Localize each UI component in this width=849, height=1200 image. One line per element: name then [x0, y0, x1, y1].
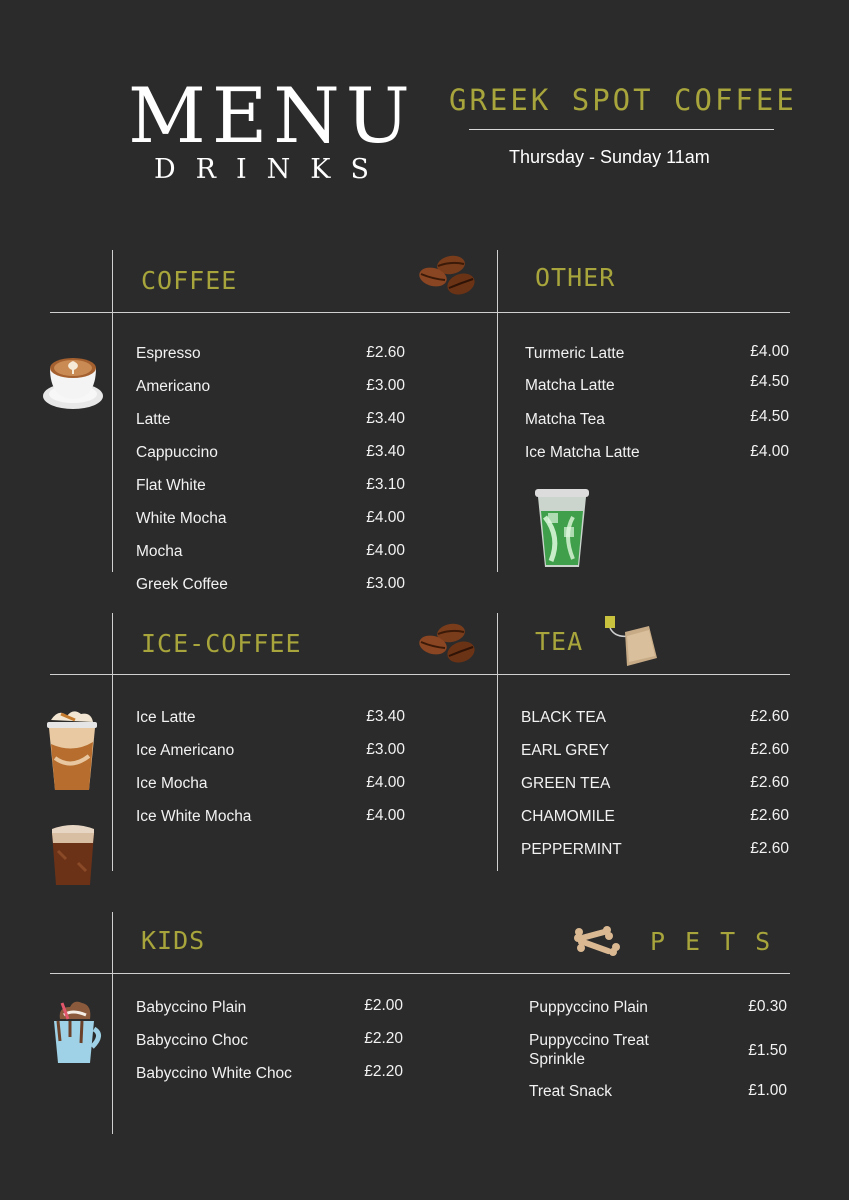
- menu-item-price: £3.40: [366, 410, 405, 427]
- brand-name: GREEK SPOT COFFEE: [449, 83, 797, 117]
- divider-horizontal-2: [50, 674, 790, 675]
- divider-vertical-left-2: [112, 613, 113, 871]
- menu-item-price: £1.00: [748, 1082, 787, 1099]
- menu-item-price: £1.50: [748, 1042, 787, 1059]
- menu-item-name: Matcha Latte: [525, 377, 615, 394]
- menu-item-price: £4.00: [366, 774, 405, 791]
- ice-coffee-heading: ICE-COFFEE: [141, 629, 302, 658]
- divider-horizontal-3: [50, 973, 790, 974]
- divider-vertical-mid-1: [497, 250, 498, 572]
- menu-item-name: Puppyccino Plain: [529, 999, 648, 1016]
- menu-item-name: Flat White: [136, 477, 206, 494]
- pets-heading: PETS: [650, 927, 791, 956]
- menu-item-name: PEPPERMINT: [521, 841, 622, 858]
- menu-item-price: £4.00: [366, 807, 405, 824]
- menu-item-name: Puppyccino Treat Sprinkle: [529, 1032, 649, 1069]
- menu-item-price: £2.60: [750, 774, 789, 791]
- menu-item-price: £3.00: [366, 741, 405, 758]
- menu-item-name: Babyccino White Choc: [136, 1065, 292, 1082]
- menu-item-name: Babyccino Plain: [136, 999, 247, 1016]
- menu-item-price: £2.60: [750, 741, 789, 758]
- coffee-beans-icon: [418, 252, 478, 298]
- menu-item-name: Ice Mocha: [136, 775, 208, 792]
- menu-item-price: £2.20: [364, 1030, 403, 1047]
- menu-item-name: Espresso: [136, 345, 201, 362]
- menu-item-price: £3.40: [366, 443, 405, 460]
- menu-item-price: £2.60: [750, 840, 789, 857]
- divider-vertical-mid-2: [497, 613, 498, 871]
- kids-heading: KIDS: [141, 926, 206, 955]
- menu-item-price: £4.00: [750, 443, 789, 460]
- menu-item-name: Matcha Tea: [525, 411, 605, 428]
- iced-latte-icon: [45, 708, 99, 794]
- menu-item-price: £2.20: [364, 1063, 403, 1080]
- menu-item-name: Ice Latte: [136, 709, 196, 726]
- menu-item-name: Greek Coffee: [136, 576, 228, 593]
- latte-cup-icon: [42, 352, 106, 414]
- menu-item-name: Cappuccino: [136, 444, 218, 461]
- menu-item-price: £4.00: [366, 509, 405, 526]
- menu-item-name: Ice Matcha Latte: [525, 444, 640, 461]
- dog-bones-icon: [566, 924, 624, 960]
- divider-vertical-left-1: [112, 250, 113, 572]
- tea-heading: TEA: [535, 627, 584, 656]
- menu-item-name: CHAMOMILE: [521, 808, 615, 825]
- menu-item-price: £0.30: [748, 998, 787, 1015]
- coffee-beans-icon-2: [418, 620, 478, 666]
- menu-item-name: Mocha: [136, 543, 183, 560]
- menu-item-price: £3.00: [366, 575, 405, 592]
- opening-hours: Thursday - Sunday 11am: [509, 147, 710, 167]
- brand-divider: [469, 129, 774, 130]
- menu-item-name: Ice White Mocha: [136, 808, 252, 825]
- menu-item-price: £3.10: [366, 476, 405, 493]
- menu-item-price: £4.50: [750, 408, 789, 425]
- divider-horizontal-1: [50, 312, 790, 313]
- menu-item-name: EARL GREY: [521, 742, 610, 759]
- menu-item-name: Americano: [136, 378, 211, 395]
- menu-item-price: £3.00: [366, 377, 405, 394]
- iced-matcha-icon: [533, 487, 591, 571]
- menu-item-name: Babyccino Choc: [136, 1032, 249, 1049]
- menu-item-name: Treat Snack: [529, 1083, 612, 1100]
- menu-item-price: £4.00: [750, 343, 789, 360]
- menu-item-name: BLACK TEA: [521, 709, 607, 726]
- menu-item-name: Latte: [136, 411, 171, 428]
- menu-item-price: £4.50: [750, 373, 789, 390]
- menu-item-name: Turmeric Latte: [525, 345, 625, 362]
- menu-item-price: £2.60: [750, 807, 789, 824]
- iced-americano-icon: [48, 823, 98, 887]
- menu-subtitle: DRINKS: [154, 154, 389, 185]
- menu-item-price: £3.40: [366, 708, 405, 725]
- menu-item-price: £2.60: [366, 344, 405, 361]
- menu-item-name: GREEN TEA: [521, 775, 611, 792]
- tea-bag-icon: [603, 614, 659, 668]
- coffee-heading: COFFEE: [141, 266, 238, 295]
- menu-item-price: £4.00: [366, 542, 405, 559]
- kids-hot-choc-icon: [48, 997, 102, 1067]
- menu-item-price: £2.60: [750, 708, 789, 725]
- menu-title: MENU: [128, 71, 416, 160]
- menu-item-name: White Mocha: [136, 510, 227, 527]
- other-heading: OTHER: [535, 263, 616, 292]
- menu-item-price: £2.00: [364, 997, 403, 1014]
- divider-vertical-left-3: [112, 912, 113, 1134]
- menu-item-name: Ice Americano: [136, 742, 235, 759]
